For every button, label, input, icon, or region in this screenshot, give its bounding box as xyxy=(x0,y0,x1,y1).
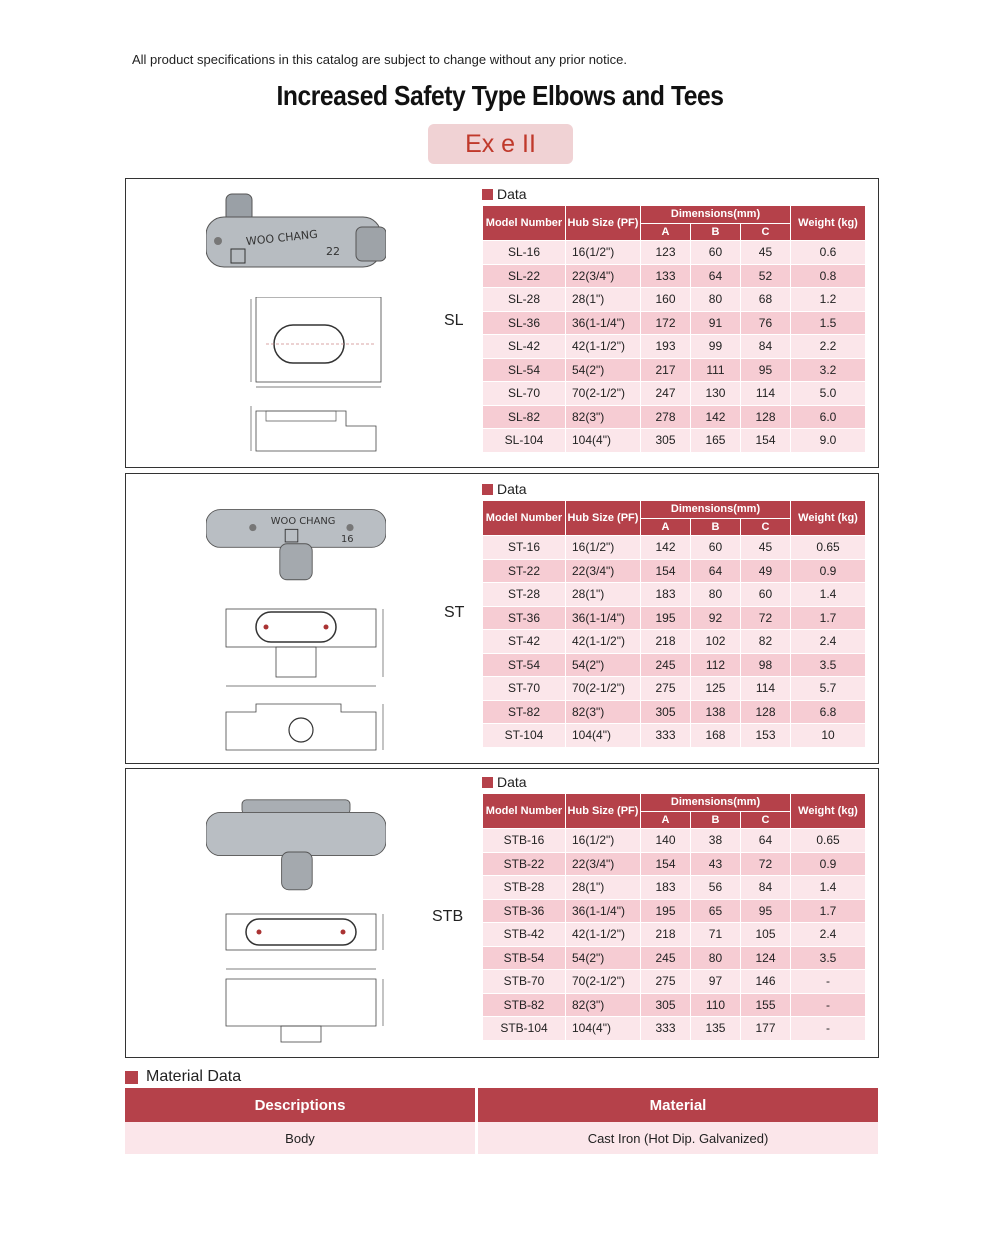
cell-b: 97 xyxy=(690,970,740,994)
cell-weight: 0.65 xyxy=(791,536,866,560)
col-a: A xyxy=(641,224,691,241)
cell-model: SL-42 xyxy=(483,335,566,359)
data-heading-text: Data xyxy=(497,774,527,790)
table-row xyxy=(483,829,866,853)
table-row xyxy=(483,335,866,359)
cell-b: 56 xyxy=(690,876,740,900)
st-fitting-photo xyxy=(206,494,386,589)
cell-hub: 82(3") xyxy=(566,993,641,1017)
sl-casting-number: 22 xyxy=(326,245,340,258)
table-row xyxy=(483,264,866,288)
cell-c: 105 xyxy=(740,923,790,947)
table-row xyxy=(483,536,866,560)
st-top-drawing xyxy=(216,604,396,694)
cell-model: STB-104 xyxy=(483,1017,566,1041)
section-label-stb: STB xyxy=(432,908,464,925)
cell-c: 153 xyxy=(740,724,790,748)
cell-a: 275 xyxy=(641,970,691,994)
table-row xyxy=(483,724,866,748)
col-dimensions: Dimensions(mm) xyxy=(641,501,791,519)
cell-a: 305 xyxy=(641,700,691,724)
col-b: B xyxy=(690,224,740,241)
cell-hub: 54(2") xyxy=(566,946,641,970)
cell-hub: 16(1/2") xyxy=(566,241,641,265)
cell-weight: 3.5 xyxy=(791,653,866,677)
red-square-icon xyxy=(125,1071,138,1084)
table-row xyxy=(483,653,866,677)
cell-a: 217 xyxy=(641,358,691,382)
cell-b: 112 xyxy=(690,653,740,677)
cell-weight: 1.2 xyxy=(791,288,866,312)
cell-b: 110 xyxy=(690,993,740,1017)
cell-model: STB-36 xyxy=(483,899,566,923)
cell-weight: 2.2 xyxy=(791,335,866,359)
cell-c: 76 xyxy=(740,311,790,335)
cell-model: SL-104 xyxy=(483,429,566,453)
table-row xyxy=(483,606,866,630)
cell-c: 72 xyxy=(740,606,790,630)
red-square-icon xyxy=(482,484,493,495)
table-row xyxy=(483,700,866,724)
table-row xyxy=(483,876,866,900)
stb-top-drawing xyxy=(216,909,396,959)
data-heading-sl xyxy=(482,186,527,202)
cell-b: 65 xyxy=(690,899,740,923)
cell-weight: 5.7 xyxy=(791,677,866,701)
cell-hub: 22(3/4") xyxy=(566,852,641,876)
cell-weight: - xyxy=(791,993,866,1017)
cell-hub: 28(1") xyxy=(566,288,641,312)
stb-side-drawing xyxy=(216,964,396,1049)
cell-hub: 54(2") xyxy=(566,358,641,382)
cell-model: ST-36 xyxy=(483,606,566,630)
cell-weight: 1.7 xyxy=(791,606,866,630)
cell-b: 138 xyxy=(690,700,740,724)
cell-hub: 28(1") xyxy=(566,583,641,607)
cell-b: 71 xyxy=(690,923,740,947)
cell-b: 80 xyxy=(690,583,740,607)
cell-a: 333 xyxy=(641,1017,691,1041)
cell-b: 125 xyxy=(690,677,740,701)
cell-a: 305 xyxy=(641,993,691,1017)
cell-model: SL-16 xyxy=(483,241,566,265)
cell-hub: 16(1/2") xyxy=(566,829,641,853)
page-title: Increased Safety Type Elbows and Tees xyxy=(276,80,724,111)
stb-fitting-photo xyxy=(206,787,386,899)
section-label-st: ST xyxy=(444,604,465,621)
data-heading-text: Data xyxy=(497,186,527,202)
col-hub: Hub Size (PF) xyxy=(566,794,641,829)
col-model: Model Number xyxy=(483,501,566,536)
table-row xyxy=(483,630,866,654)
cell-c: 45 xyxy=(740,536,790,560)
cell-c: 84 xyxy=(740,335,790,359)
cell-weight: 0.6 xyxy=(791,241,866,265)
cell-model: STB-22 xyxy=(483,852,566,876)
cell-model: SL-82 xyxy=(483,405,566,429)
col-a: A xyxy=(641,812,691,829)
cell-a: 278 xyxy=(641,405,691,429)
table-row xyxy=(483,311,866,335)
material-col-material: Material xyxy=(477,1088,880,1122)
cell-model: SL-54 xyxy=(483,358,566,382)
rating-badge: Ex e II xyxy=(428,124,573,164)
spec-table-stb xyxy=(482,793,866,1041)
cell-weight: 1.4 xyxy=(791,876,866,900)
table-row xyxy=(483,583,866,607)
col-dimensions: Dimensions(mm) xyxy=(641,794,791,812)
cell-weight: - xyxy=(791,1017,866,1041)
table-row xyxy=(483,677,866,701)
cell-weight: 2.4 xyxy=(791,923,866,947)
col-c: C xyxy=(740,812,790,829)
cell-b: 60 xyxy=(690,536,740,560)
st-side-drawing xyxy=(216,702,396,758)
table-row xyxy=(483,429,866,453)
cell-a: 195 xyxy=(641,899,691,923)
col-weight: Weight (kg) xyxy=(791,794,866,829)
section-stb xyxy=(125,768,879,1058)
cell-a: 160 xyxy=(641,288,691,312)
cell-c: 124 xyxy=(740,946,790,970)
material-table xyxy=(125,1088,881,1154)
cell-model: SL-28 xyxy=(483,288,566,312)
cell-a: 183 xyxy=(641,583,691,607)
cell-weight: 1.5 xyxy=(791,311,866,335)
cell-a: 195 xyxy=(641,606,691,630)
table-row xyxy=(483,852,866,876)
cell-c: 98 xyxy=(740,653,790,677)
col-weight: Weight (kg) xyxy=(791,206,866,241)
cell-hub: 70(2-1/2") xyxy=(566,970,641,994)
cell-c: 60 xyxy=(740,583,790,607)
cell-b: 64 xyxy=(690,264,740,288)
material-row-material: Cast Iron (Hot Dip. Galvanized) xyxy=(477,1122,880,1154)
col-a: A xyxy=(641,519,691,536)
cell-a: 333 xyxy=(641,724,691,748)
cell-weight: 1.7 xyxy=(791,899,866,923)
cell-model: ST-16 xyxy=(483,536,566,560)
cell-b: 60 xyxy=(690,241,740,265)
cell-hub: 36(1-1/4") xyxy=(566,311,641,335)
cell-a: 142 xyxy=(641,536,691,560)
sl-fitting-photo xyxy=(206,189,386,279)
section-sl xyxy=(125,178,879,468)
cell-a: 154 xyxy=(641,852,691,876)
col-c: C xyxy=(740,519,790,536)
cell-hub: 104(4") xyxy=(566,429,641,453)
cell-c: 177 xyxy=(740,1017,790,1041)
table-row xyxy=(483,241,866,265)
col-model: Model Number xyxy=(483,206,566,241)
col-c: C xyxy=(740,224,790,241)
st-casting-number: 16 xyxy=(341,533,354,545)
cell-a: 275 xyxy=(641,677,691,701)
cell-a: 172 xyxy=(641,311,691,335)
cell-b: 80 xyxy=(690,288,740,312)
cell-model: SL-36 xyxy=(483,311,566,335)
section-label-sl: SL xyxy=(444,312,464,329)
cell-b: 135 xyxy=(690,1017,740,1041)
table-row xyxy=(483,559,866,583)
cell-b: 80 xyxy=(690,946,740,970)
cell-weight: 0.65 xyxy=(791,829,866,853)
sl-top-drawing xyxy=(216,297,396,392)
red-square-icon xyxy=(482,189,493,200)
cell-weight: 3.5 xyxy=(791,946,866,970)
cell-a: 140 xyxy=(641,829,691,853)
cell-b: 102 xyxy=(690,630,740,654)
cell-c: 68 xyxy=(740,288,790,312)
cell-a: 245 xyxy=(641,653,691,677)
cell-b: 142 xyxy=(690,405,740,429)
cell-b: 91 xyxy=(690,311,740,335)
red-square-icon xyxy=(482,777,493,788)
cell-c: 146 xyxy=(740,970,790,994)
cell-a: 154 xyxy=(641,559,691,583)
col-weight: Weight (kg) xyxy=(791,501,866,536)
cell-model: SL-70 xyxy=(483,382,566,406)
cell-hub: 82(3") xyxy=(566,405,641,429)
cell-c: 82 xyxy=(740,630,790,654)
table-row xyxy=(483,288,866,312)
cell-c: 49 xyxy=(740,559,790,583)
cell-model: ST-70 xyxy=(483,677,566,701)
data-heading-text: Data xyxy=(497,481,527,497)
cell-c: 72 xyxy=(740,852,790,876)
cell-weight: 0.9 xyxy=(791,559,866,583)
cell-model: ST-22 xyxy=(483,559,566,583)
cell-hub: 16(1/2") xyxy=(566,536,641,560)
table-row xyxy=(483,1017,866,1041)
table-row xyxy=(483,993,866,1017)
cell-b: 92 xyxy=(690,606,740,630)
cell-hub: 36(1-1/4") xyxy=(566,899,641,923)
material-data-heading xyxy=(125,1068,241,1086)
sl-side-drawing xyxy=(216,401,396,461)
cell-a: 193 xyxy=(641,335,691,359)
data-heading-st xyxy=(482,481,527,497)
cell-c: 64 xyxy=(740,829,790,853)
cell-model: STB-70 xyxy=(483,970,566,994)
table-row xyxy=(483,970,866,994)
cell-model: ST-54 xyxy=(483,653,566,677)
cell-c: 155 xyxy=(740,993,790,1017)
cell-weight: 5.0 xyxy=(791,382,866,406)
cell-model: SL-22 xyxy=(483,264,566,288)
cell-hub: 70(2-1/2") xyxy=(566,382,641,406)
cell-weight: 0.9 xyxy=(791,852,866,876)
table-row xyxy=(483,899,866,923)
cell-hub: 104(4") xyxy=(566,1017,641,1041)
cell-a: 245 xyxy=(641,946,691,970)
cell-b: 38 xyxy=(690,829,740,853)
cell-weight: 9.0 xyxy=(791,429,866,453)
cell-c: 52 xyxy=(740,264,790,288)
cell-weight: 0.8 xyxy=(791,264,866,288)
col-b: B xyxy=(690,519,740,536)
cell-model: STB-28 xyxy=(483,876,566,900)
cell-b: 43 xyxy=(690,852,740,876)
cell-a: 183 xyxy=(641,876,691,900)
cell-a: 247 xyxy=(641,382,691,406)
cell-hub: 28(1") xyxy=(566,876,641,900)
col-model: Model Number xyxy=(483,794,566,829)
cell-hub: 104(4") xyxy=(566,724,641,748)
cell-model: ST-42 xyxy=(483,630,566,654)
spec-table-sl xyxy=(482,205,866,453)
cell-a: 133 xyxy=(641,264,691,288)
cell-c: 45 xyxy=(740,241,790,265)
cell-a: 218 xyxy=(641,630,691,654)
cell-weight: 1.4 xyxy=(791,583,866,607)
cell-c: 154 xyxy=(740,429,790,453)
cell-c: 114 xyxy=(740,677,790,701)
cell-b: 99 xyxy=(690,335,740,359)
col-dimensions: Dimensions(mm) xyxy=(641,206,791,224)
cell-b: 130 xyxy=(690,382,740,406)
col-hub: Hub Size (PF) xyxy=(566,206,641,241)
cell-c: 114 xyxy=(740,382,790,406)
material-data-heading-text: Material Data xyxy=(146,1068,242,1085)
catalog-notice: All product specifications in this catalog are subject to change without any prior notice. xyxy=(132,52,627,67)
col-hub: Hub Size (PF) xyxy=(566,501,641,536)
cell-hub: 42(1-1/2") xyxy=(566,630,641,654)
table-row xyxy=(483,382,866,406)
cell-c: 84 xyxy=(740,876,790,900)
cell-weight: 2.4 xyxy=(791,630,866,654)
section-st xyxy=(125,473,879,764)
spec-table-st xyxy=(482,500,866,748)
cell-hub: 22(3/4") xyxy=(566,559,641,583)
cell-b: 111 xyxy=(690,358,740,382)
cell-c: 128 xyxy=(740,405,790,429)
cell-weight: 10 xyxy=(791,724,866,748)
cell-hub: 36(1-1/4") xyxy=(566,606,641,630)
data-heading-stb xyxy=(482,774,527,790)
cell-weight: 3.2 xyxy=(791,358,866,382)
cell-a: 305 xyxy=(641,429,691,453)
cell-model: ST-82 xyxy=(483,700,566,724)
table-row xyxy=(483,946,866,970)
cell-model: ST-104 xyxy=(483,724,566,748)
table-row xyxy=(483,358,866,382)
cell-model: STB-42 xyxy=(483,923,566,947)
cell-c: 95 xyxy=(740,899,790,923)
table-row xyxy=(483,923,866,947)
cell-a: 123 xyxy=(641,241,691,265)
cell-hub: 70(2-1/2") xyxy=(566,677,641,701)
cell-hub: 42(1-1/2") xyxy=(566,335,641,359)
cell-b: 168 xyxy=(690,724,740,748)
cell-a: 218 xyxy=(641,923,691,947)
sl-casting-text: WOO CHANG xyxy=(245,227,319,249)
table-row xyxy=(483,405,866,429)
cell-model: STB-16 xyxy=(483,829,566,853)
col-b: B xyxy=(690,812,740,829)
cell-model: STB-54 xyxy=(483,946,566,970)
material-col-descriptions: Descriptions xyxy=(125,1088,477,1122)
cell-weight: - xyxy=(791,970,866,994)
cell-weight: 6.0 xyxy=(791,405,866,429)
cell-hub: 22(3/4") xyxy=(566,264,641,288)
cell-hub: 82(3") xyxy=(566,700,641,724)
cell-hub: 42(1-1/2") xyxy=(566,923,641,947)
cell-b: 165 xyxy=(690,429,740,453)
material-row-description: Body xyxy=(125,1122,477,1154)
cell-model: STB-82 xyxy=(483,993,566,1017)
cell-hub: 54(2") xyxy=(566,653,641,677)
cell-c: 95 xyxy=(740,358,790,382)
cell-model: ST-28 xyxy=(483,583,566,607)
st-casting-text: WOO CHANG xyxy=(270,515,336,527)
cell-weight: 6.8 xyxy=(791,700,866,724)
cell-c: 128 xyxy=(740,700,790,724)
cell-b: 64 xyxy=(690,559,740,583)
